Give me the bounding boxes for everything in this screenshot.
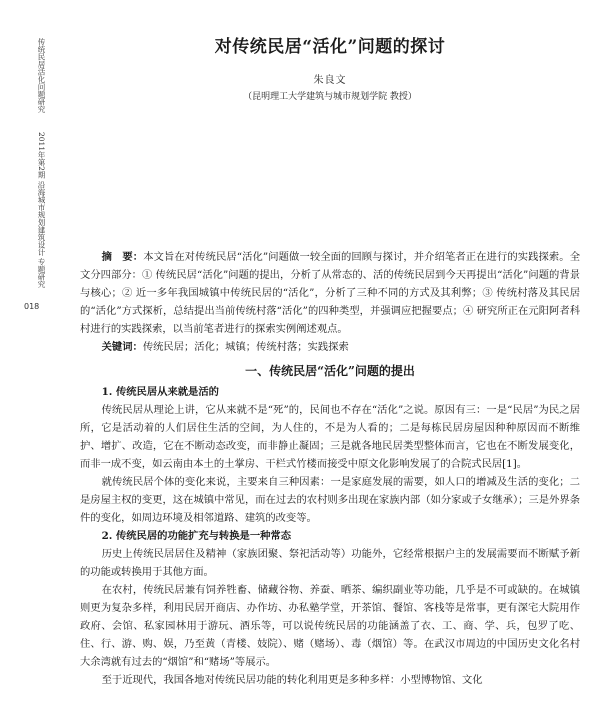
margin-running-header	[28, 38, 54, 332]
subsection-heading-2: 2. 传统民居的功能扩充与转换是一种常态	[101, 530, 292, 542]
subsection-heading-1: 1. 传统民居从来就是活的	[101, 386, 219, 398]
author-affiliation: （昆明理工大学建筑与城市规划学院 教授）	[243, 92, 417, 102]
abstract-text: 本文旨在对传统民居“活化”问题做一较全面的回顾与探讨，并介绍笔者正在进行的实践探索。全文分四部分：① 传统民居“活化”问题的提出，分析了从常态的、活的传统民居到今天再提出“活化”问题的背景与核心；② 近一多年我国城镇中传统民居的“活化”，分析了三种不同的方式及其利弊；③ 传统村落及其民居的“活化”方式探析，总结提出当前传统村落“活化”的四种类型，并强调应把握要点；④ 研究所正在元阳阿者科村进行的实践探索，以当前笔者进行的探索实例阐述观点。	[80, 251, 580, 335]
paragraph-3: 历史上传统民居居住及精神（家族团聚、祭祀活动等）功能外，它经常根据户主的发展需要而不断赋予新的功能或转换用于其他方面。	[80, 548, 580, 578]
article-title: 对传统民居“活化”问题的探讨	[214, 37, 446, 57]
margin-column-title: 传统民居活化问题研究	[37, 38, 46, 113]
abstract-label: 摘 要：	[101, 251, 144, 263]
article-body	[80, 20, 580, 689]
paragraph-5: 至于近现代，我国各地对传统民居功能的转化利用更是多种多样：小型博物馆、文化	[101, 674, 483, 686]
paragraph-2: 就传统民居个体的变化来说，主要来自三种因素：一是家庭发展的需要，如人口的增减及生活的变化；二是房屋主权的变更，这在城镇中常见，而在过去的农村则多出现在家族内部（如分家或子女继承）；三是外界条件的变化，如周边环境及相邻道路、建筑的改变等。	[80, 476, 580, 524]
keywords-text: 传统民居；活化；城镇；传统村落；实践探索	[142, 341, 349, 353]
keywords	[80, 338, 580, 356]
paragraph-1: 传统民居从理论上讲，它从来就不是“死”的，民间也不存在“活化”之说。原因有三：一是“民居”为民之居所，它是活动着的人们居住生活的空间，为人住的，不是为人看的；二是每栋民居房屋因种种原因而不断维护、增扩、改造，它在不断动态改变，而非静止凝固；三是就各地民居类型整体而言，它也在不断发展变化，而非一成不变，如云南由本土的土掌房、干栏式竹楼而接受中原文化影响发展了的合院式民居[1]。	[80, 404, 580, 470]
margin-journal-info: 2011年第2期 沿海城市规划建筑设计 专题研究	[37, 132, 46, 289]
abstract	[80, 248, 580, 338]
section-heading: 一、传统民居“活化”问题的提出	[245, 364, 415, 378]
page-number: 018	[24, 302, 40, 311]
paragraph-4: 在农村，传统民居兼有饲养牲畜、储藏谷物、养蚕、晒茶、编织副业等功能，几乎是不可或缺的。在城镇则更为复杂多样，利用民居开商店、办作坊、办私塾学堂，开茶馆、餐馆、客栈等是常事，更有深宅大院用作政府、会馆、私家园林用于游玩、酒乐等，可以说传统民居的功能涵盖了衣、工、商、学、兵，包罗了吃、住、行、游、购、娱，乃至黄（青楼、妓院）、赌（赌场）、毒（烟馆）等。在武汉市周边的中国历史文化名村大余湾就有过去的“烟馆”和“赌场”等展示。	[80, 584, 580, 668]
author-name: 朱良文	[313, 75, 347, 86]
keywords-label: 关键词：	[101, 341, 143, 353]
